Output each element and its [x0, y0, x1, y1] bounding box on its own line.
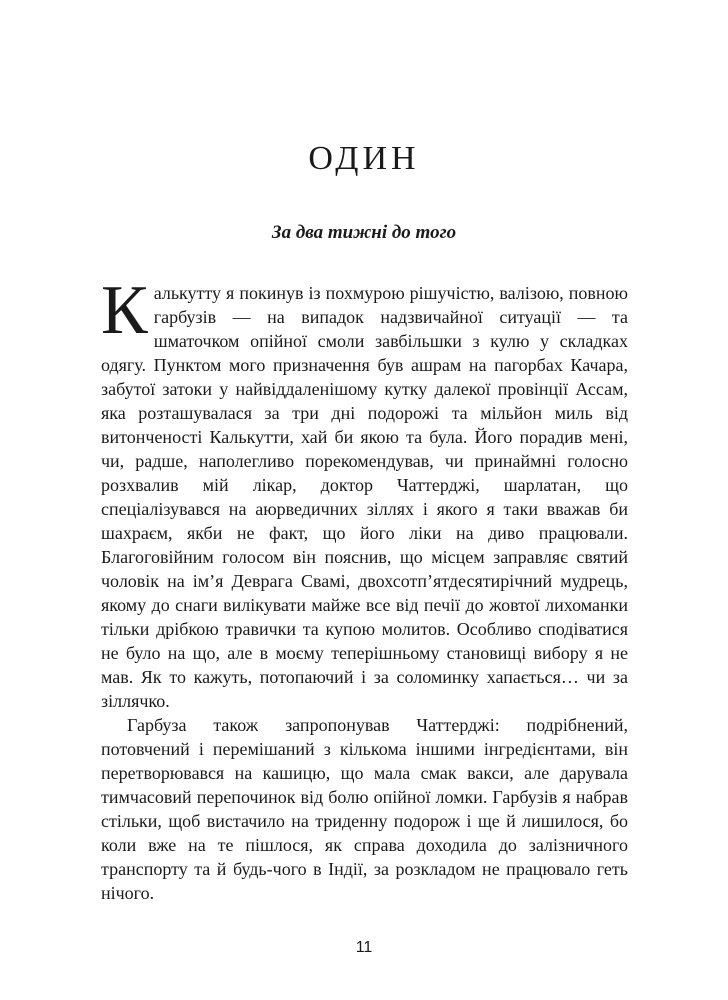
paragraph-1-text: алькутту я покинув із похмурою рішучістю, валізою, повною гарбузів — на випадок надзвичайної ситуації — та шматочком опійної смоли завбільшки з кулю у складках одягу. Пунктом мого призначення був ашрам на пагорбах Качара, забутої затоки у найвіддаленішому кутку далекої провінції Ассам, яка розташувалася за три дні подорожі та мільйон миль від витонченості Калькутти, хай би якою та була. Його порадив мені, чи, радше, наполегливо порекомендував, чи принаймні голосно розхвалив мій лікар, доктор Чаттерджі, шарлатан, що спеціалізувався на аюрведичних зіллях і якого я таки вважав би шахраєм, якби не факт, що його ліки на диво працювали. Благоговійним голосом він пояснив, що місцем заправляє святий чоловік на ім’я Деврага Свамі, двохсотп’ятдесятирічний мудрець, якому до снаги вилікувати майже все від печії до жовтої лихоманки тільки дрібкою травички та купою молитов. Особливо сподіватися не було на що, але в моєму теперішньому становищі вибору я не мав. Як то кажуть, потопаючий і за соломинку хапається… чи за зіллячко. [101, 283, 628, 711]
paragraph-1 [101, 272, 628, 713]
chapter-subtitle: За два тижні до того [271, 222, 457, 243]
chapter-title: ОДИН [308, 140, 420, 177]
paragraph-2: Гарбуза також запропонував Чаттерджі: подрібнений, потовчений і перемішаний з кількома іншими інгредієнтами, він перетворювався на кашицю, що мала смак вакси, але дарувала тимчасовий перепочинок від болю опійної ломки. Гарбузів я набрав стільки, щоб вистачило на триденну подорож і ще й лишилося, бо коли вже на те пішлося, як справа доходила до залізничного транспорту та й будь-чого в Індії, за розкладом не працювало геть нічого. [101, 715, 628, 903]
body-text [101, 272, 628, 905]
page-number: 11 [355, 939, 373, 956]
drop-cap: К [101, 272, 148, 349]
